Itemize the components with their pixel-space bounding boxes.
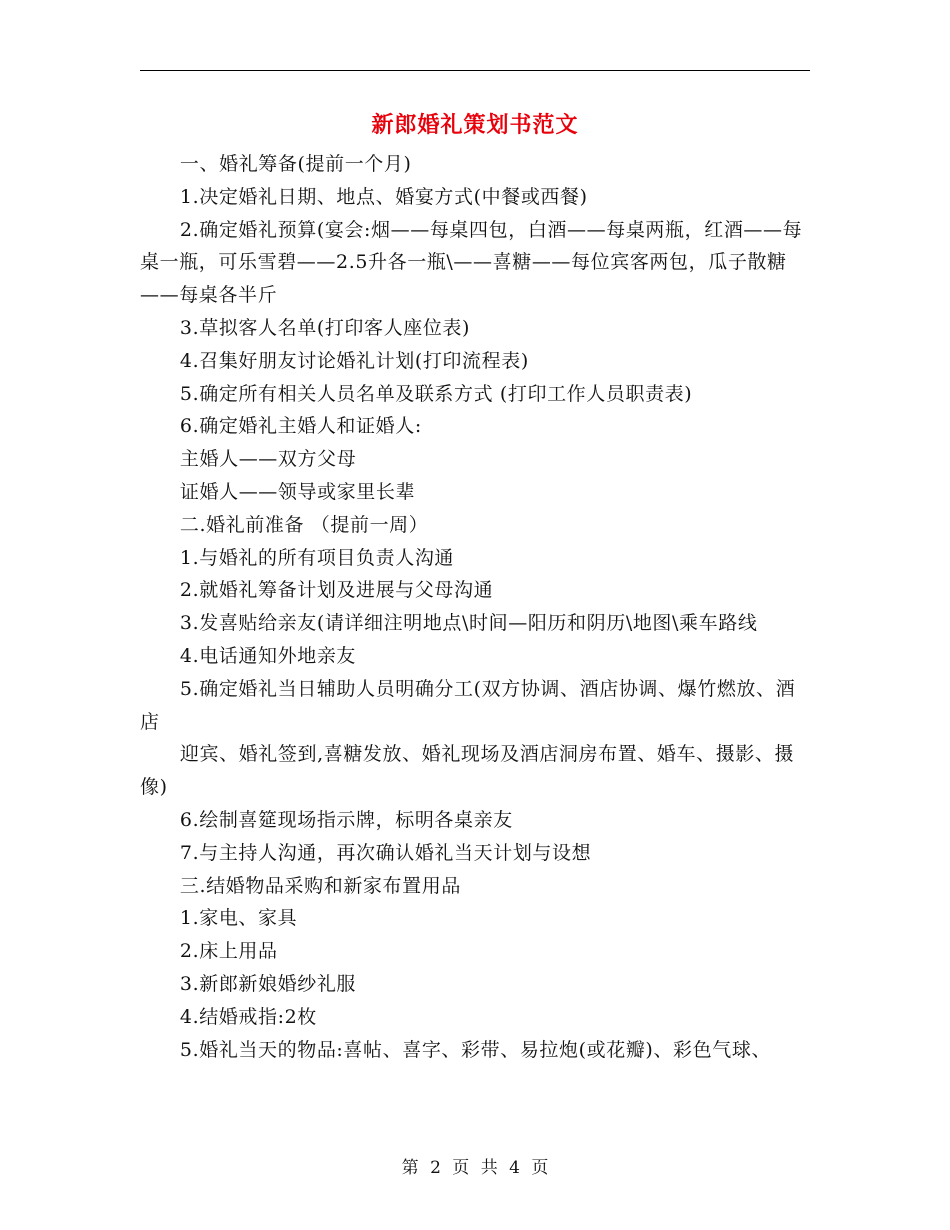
paragraph: 4.结婚戒指:2枚 — [179, 1005, 317, 1028]
header-rule — [140, 70, 810, 71]
paragraph: 6.确定婚礼主婚人和证婚人: — [179, 415, 422, 438]
paragraph: 7.与主持人沟通，再次确认婚礼当天计划与设想 — [179, 841, 592, 864]
page-number-footer: 第 2 页 共 4 页 — [401, 1158, 549, 1178]
paragraph: 5.婚礼当天的物品:喜帖、喜字、彩带、易拉炮(或花瓣)、彩色气球、 — [179, 1038, 772, 1061]
paragraph: 2.就婚礼筹备计划及进展与父母沟通 — [179, 579, 494, 602]
paragraph: 一、婚礼筹备(提前一个月) — [179, 153, 412, 175]
paragraph: 2.确定婚礼预算(宴会:烟——每桌四包，白酒——每桌两瓶，红酒——每桌一瓶，可乐雪碧——2.5升各一瓶\——喜糖——每位宾客两包，瓜子散糖——每桌各半斤 — [140, 218, 803, 307]
paragraph: 5.确定婚礼当日辅助人员明确分工(双方协调、酒店协调、爆竹燃放、酒店 — [140, 677, 796, 733]
document-body — [140, 148, 812, 1066]
paragraph: 5.确定所有相关人员名单及联系方式 (打印工作人员职责表) — [179, 382, 693, 405]
document-title: 新郎婚礼策划书范文 — [371, 112, 579, 138]
paragraph: 迎宾、婚礼签到,喜糖发放、婚礼现场及酒店洞房布置、婚车、摄影、摄像) — [140, 743, 795, 799]
paragraph: 4.电话通知外地亲友 — [179, 644, 357, 667]
paragraph: 6.绘制喜筵现场指示牌，标明各桌亲友 — [179, 808, 513, 831]
paragraph: 4.召集好朋友讨论婚礼计划(打印流程表) — [179, 349, 529, 372]
paragraph: 1.家电、家具 — [179, 907, 298, 930]
paragraph: 三.结婚物品采购和新家布置用品 — [179, 874, 461, 897]
paragraph: 3.新郎新娘婚纱礼服 — [179, 972, 357, 995]
paragraph: 证婚人——领导或家里长辈 — [179, 480, 416, 503]
paragraph: 主婚人——双方父母 — [179, 448, 357, 471]
paragraph: 3.草拟客人名单(打印客人座位表) — [179, 316, 471, 339]
paragraph: 二.婚礼前准备 （提前一周） — [179, 513, 429, 536]
paragraph: 1.决定婚礼日期、地点、婚宴方式(中餐或西餐) — [179, 185, 588, 208]
paragraph: 3.发喜贴给亲友(请详细注明地点\时间—阳历和阴历\地图\乘车路线 — [179, 612, 758, 635]
paragraph: 1.与婚礼的所有项目负责人沟通 — [179, 546, 455, 569]
paragraph: 2.床上用品 — [179, 940, 278, 963]
